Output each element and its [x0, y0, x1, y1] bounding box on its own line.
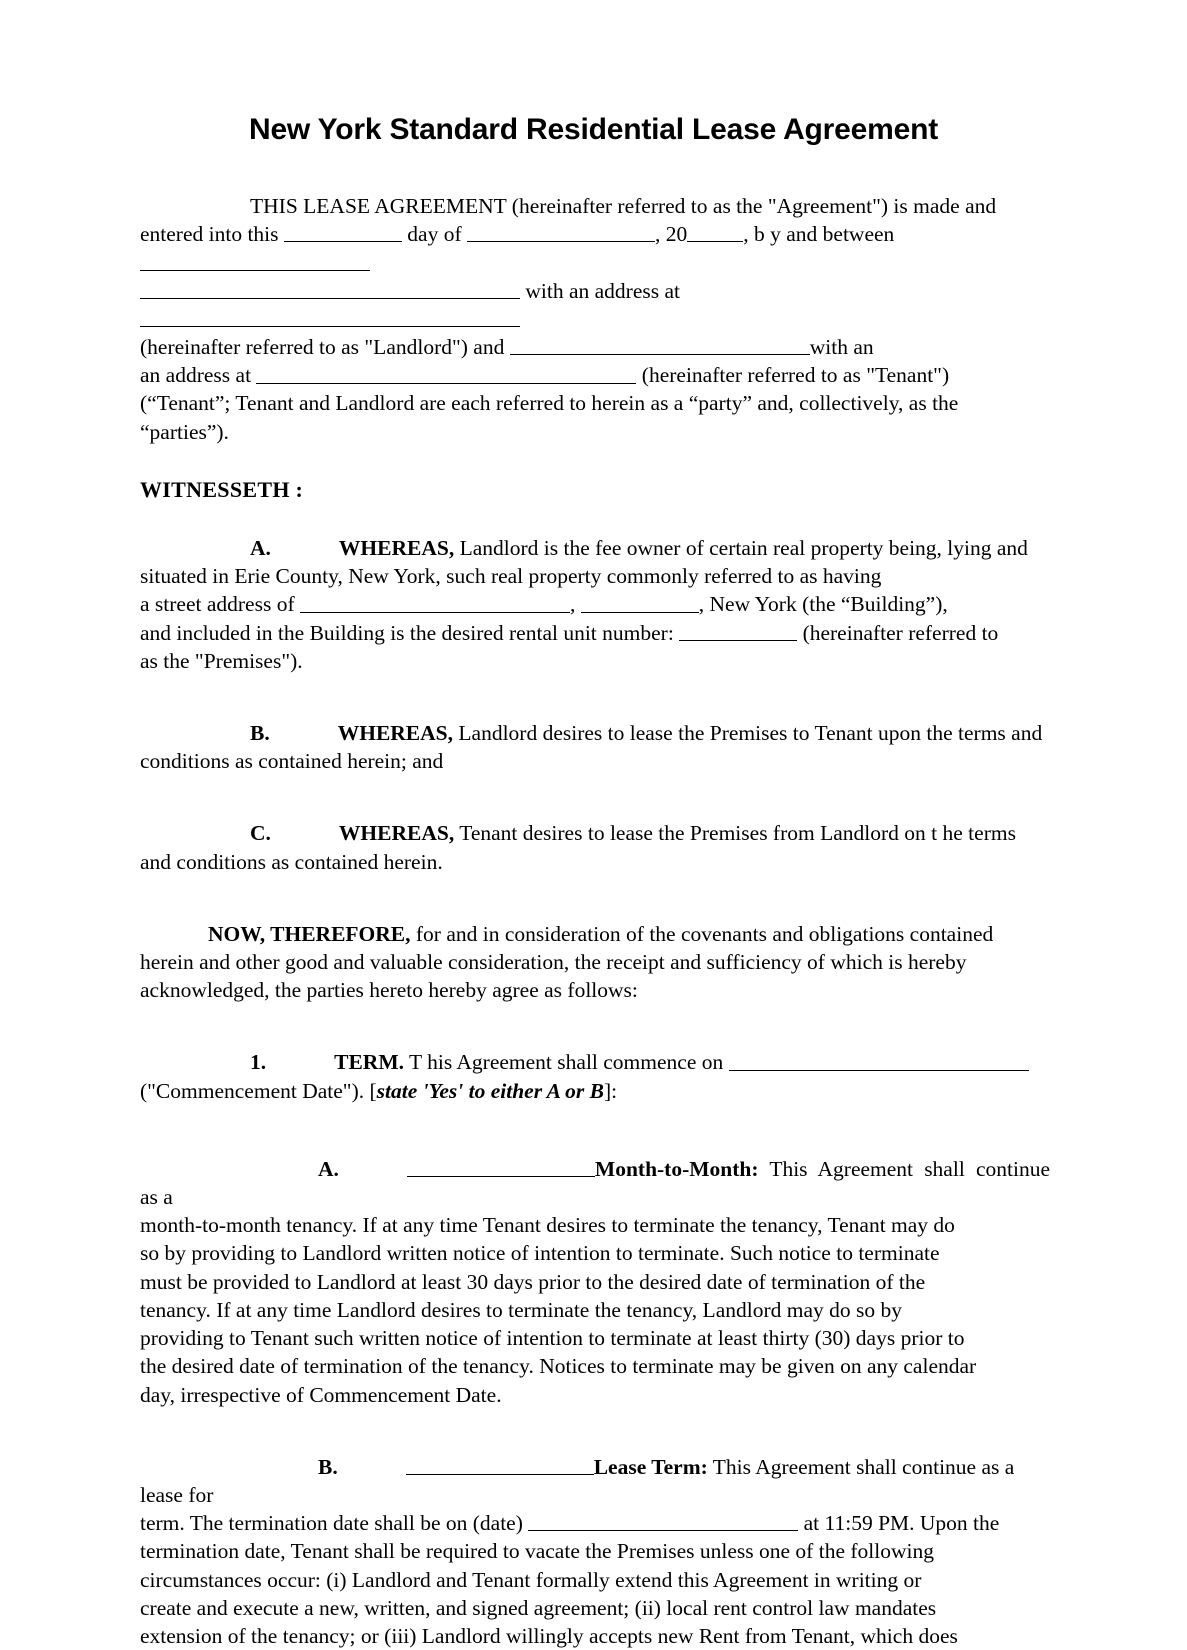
option-b-label: Lease Term:	[593, 1454, 708, 1479]
option-a-text-8: day, irrespective of Commencement Date.	[140, 1382, 502, 1407]
option-a-text-7: the desired date of termination of the tenancy. Notices to terminate may be given on any calendar	[140, 1354, 977, 1379]
tenant-name-blank-field[interactable]	[510, 334, 810, 355]
intro-with-an: with an	[809, 335, 874, 360]
commencement-date-blank-field[interactable]	[729, 1049, 1029, 1070]
intro-hereinafter-landlord: (hereinafter referred to as "Landlord") and	[140, 335, 505, 360]
section-1-instruction: state 'Yes' to either A or B	[376, 1078, 605, 1103]
now-therefore-text-3: acknowledged, the parties hereto hereby agree as follows:	[140, 978, 638, 1003]
year-blank-field[interactable]	[687, 221, 743, 242]
landlord-name-blank-field-cont[interactable]	[140, 277, 520, 298]
whereas-a-unit-label: and included in the Building is the desired rental unit number:	[140, 620, 674, 645]
whereas-c-lead: WHEREAS,	[338, 821, 455, 846]
option-a-text-5: tenancy. If at any time Landlord desires to terminate the tenancy, Landlord may do so by	[140, 1297, 903, 1322]
option-a-text-4: must be provided to Landlord at least 30 days prior to the desired date of termination of the	[140, 1269, 926, 1294]
whereas-b-letter: B.	[250, 721, 270, 746]
whereas-clause-a	[140, 534, 1050, 675]
option-b-lease-term	[140, 1453, 1050, 1650]
option-b-text-6: extension of the tenancy; or (iii) Landlord willingly accepts new Rent from Tenant, which does	[140, 1623, 958, 1648]
whereas-a-lead: WHEREAS,	[338, 536, 455, 561]
section-1-number: 1.	[250, 1050, 267, 1075]
whereas-a-hereinafter: (hereinafter referred to	[802, 620, 999, 645]
section-1-bracket-close: ]:	[604, 1078, 618, 1103]
now-therefore-paragraph	[140, 920, 1050, 1005]
option-b-time-text: at 11:59 PM. Upon the	[803, 1511, 1000, 1536]
whereas-c-text-2: and conditions as contained herein.	[140, 849, 443, 874]
option-a-text-2: month-to-month tenancy. If at any time Tenant desires to terminate the tenancy, Tenant may do	[140, 1213, 955, 1238]
whereas-a-text-2: situated in Erie County, New York, such real property commonly referred to as having	[140, 564, 882, 589]
section-1-heading: TERM.	[334, 1050, 404, 1075]
whereas-a-newyork-building: , New York (the “Building”),	[698, 592, 948, 617]
now-therefore-text-1: for and in consideration of the covenants and obligations contained	[415, 921, 994, 946]
intro-line-6: (“Tenant”; Tenant and Landlord are each referred to herein as a “party” and, collectively, as the	[140, 391, 959, 416]
option-b-letter: B.	[318, 1454, 338, 1479]
option-a-label: Month-to-Month:	[594, 1156, 759, 1181]
whereas-clause-b	[140, 719, 1050, 775]
whereas-a-text-5: as the "Premises").	[140, 648, 303, 673]
whereas-c-text-1: Tenant desires to lease the Premises from Landlord on t he terms	[459, 821, 1016, 846]
witnesseth-heading: WITNESSETH :	[140, 476, 304, 502]
whereas-a-text-1: Landlord is the fee owner of certain real property being, lying and	[459, 536, 1028, 561]
unit-number-blank-field[interactable]	[679, 620, 797, 641]
whereas-clause-c	[140, 819, 1050, 875]
intro-line-1: THIS LEASE AGREEMENT (hereinafter referred to as the "Agreement") is made and	[250, 194, 997, 218]
whereas-b-text-2: conditions as contained herein; and	[140, 749, 444, 774]
option-a-text-6: providing to Tenant such written notice of intention to terminate at least thirty (30) days prior to	[140, 1326, 965, 1351]
intro-hereinafter-tenant: (hereinafter referred to as "Tenant")	[641, 363, 950, 388]
intro-with-an-address-at: with an address at	[525, 278, 681, 303]
option-a-text-1: This Agreement shall continue as a	[140, 1156, 1050, 1210]
option-a-month-to-month	[140, 1155, 1050, 1409]
whereas-b-lead: WHEREAS,	[337, 721, 454, 746]
intro-by-and-between: , b y and between	[743, 222, 895, 247]
now-therefore-lead: NOW, THEREFORE,	[208, 921, 411, 946]
page-title: New York Standard Residential Lease Agreement	[248, 113, 938, 147]
month-blank-field[interactable]	[467, 221, 655, 242]
intro-paragraph	[140, 192, 1050, 446]
termination-date-blank-field[interactable]	[528, 1510, 798, 1531]
option-b-text-3: termination date, Tenant shall be required to vacate the Premises unless one of the following	[140, 1539, 934, 1564]
landlord-name-blank-field[interactable]	[140, 249, 370, 270]
intro-entered-into-this: entered into this	[140, 222, 279, 247]
intro-line-7: “parties”).	[140, 419, 229, 444]
option-a-yes-blank-field[interactable]	[407, 1156, 595, 1177]
intro-year-prefix: , 20	[654, 222, 688, 247]
street-address-blank-field[interactable]	[300, 591, 570, 612]
option-a-letter: A.	[318, 1156, 339, 1181]
city-blank-field[interactable]	[581, 591, 699, 612]
section-1-commencement-label: ("Commencement Date"). [	[140, 1078, 377, 1103]
option-b-yes-blank-field[interactable]	[406, 1454, 594, 1475]
option-b-text-1: This Agreement shall continue as a lease for	[140, 1454, 1015, 1507]
document-body	[140, 192, 1050, 1650]
day-blank-field[interactable]	[284, 221, 402, 242]
intro-day-of: day of	[407, 222, 462, 247]
option-b-text-5: create and execute a new, written, and signed agreement; (ii) local rent control law mandates	[140, 1595, 937, 1620]
whereas-a-letter: A.	[250, 536, 271, 561]
landlord-address-blank-field[interactable]	[140, 306, 520, 327]
option-a-text-3: so by providing to Landlord written notice of intention to terminate. Such notice to terminate	[140, 1241, 940, 1266]
section-1-term	[140, 1048, 1050, 1104]
whereas-b-text-1: Landlord desires to lease the Premises to Tenant upon the terms and	[458, 721, 1043, 746]
intro-an-address-at: an address at	[140, 363, 252, 388]
section-1-text-1: T his Agreement shall commence on	[409, 1050, 724, 1075]
whereas-c-letter: C.	[250, 821, 271, 846]
whereas-a-comma: ,	[570, 592, 576, 617]
now-therefore-text-2: herein and other good and valuable consideration, the receipt and sufficiency of which is hereby	[140, 950, 967, 975]
option-b-text-4: circumstances occur: (i) Landlord and Tenant formally extend this Agreement in writing or	[140, 1567, 922, 1592]
whereas-a-street-address-label: a street address of	[140, 592, 295, 617]
tenant-address-blank-field[interactable]	[256, 362, 636, 383]
option-b-termination-label: term. The termination date shall be on (date)	[140, 1511, 523, 1536]
